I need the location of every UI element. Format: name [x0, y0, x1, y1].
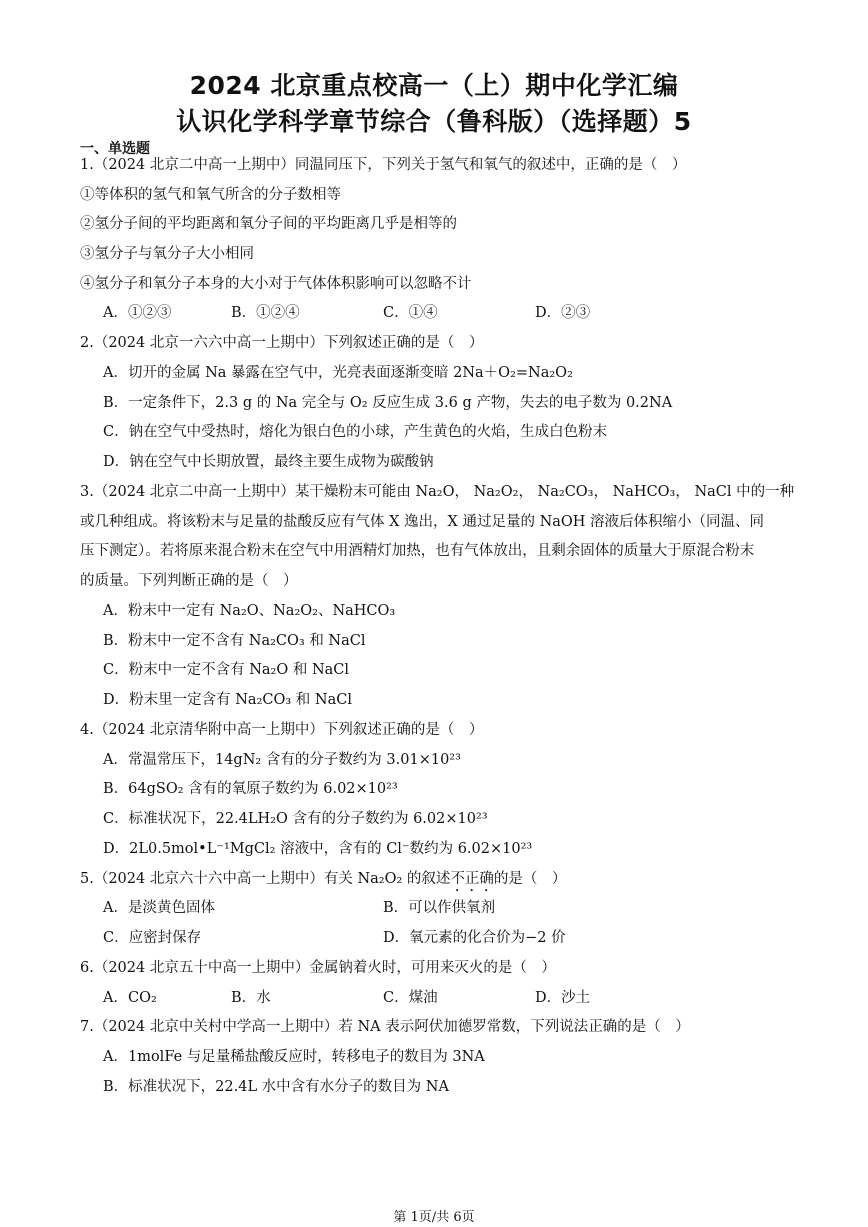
question-5-emphasis: 不正确: [450, 871, 494, 887]
question-3-option-a: A．粉末中一定有 Na₂O、Na₂O₂、NaHCO₃: [103, 603, 396, 619]
question-1-option-a: A．①②③: [103, 305, 172, 321]
question-2-option-a: A．切开的金属 Na 暴露在空气中，光亮表面逐渐变暗 2Na＋O₂=Na₂O₂: [103, 365, 573, 381]
question-3-stem-line: 或几种组成。将该粉末与足量的盐酸反应有气体 X 逸出，X 通过足量的 NaOH 溶液后体积缩小（同温、同: [80, 514, 765, 530]
question-1-option-d: D．②③: [535, 305, 591, 321]
question-5-option-b: B．可以作供氧剂: [383, 900, 496, 916]
document-title-line-1: 2024 北京重点校高一（上）期中化学汇编: [189, 71, 679, 100]
question-3-stem-line: 3.（2024 北京二中高一上期中）某干燥粉末可能由 Na₂O， Na₂O₂， Na₂CO₃， NaHCO₃， NaCl 中的一种: [80, 484, 795, 500]
question-5-stem: [80, 869, 566, 895]
question-1-statement: ④氢分子和氧分子本身的大小对于气体体积影响可以忽略不计: [80, 276, 472, 292]
question-1-statement: ③氢分子与氧分子大小相同: [80, 246, 254, 262]
question-1-option-c: C．①④: [383, 305, 438, 321]
question-3-stem-line: 压下测定）。若将原来混合粉末在空气中用酒精灯加热，也有气体放出，且剩余固体的质量大于原混合粉末: [80, 543, 755, 559]
question-4-option-b: B．64gSO₂ 含有的氧原子数约为 6.02×10²³: [103, 781, 398, 797]
question-5-stem-text: 的是（ ）: [493, 871, 567, 887]
question-7-option-a: A．1molFe 与足量稀盐酸反应时，转移电子的数目为 3NA: [103, 1049, 485, 1065]
question-3-stem-line: 的质量。下列判断正确的是（ ）: [80, 573, 298, 589]
question-1-statement: ①等体积的氢气和氧气所含的分子数相等: [80, 187, 341, 203]
question-2-option-b: B．一定条件下，2.3 g 的 Na 完全与 O₂ 反应生成 3.6 g 产物，失去的电子数为 0.2NA: [103, 395, 673, 411]
question-3-option-c: C．粉末中一定不含有 Na₂O 和 NaCl: [103, 662, 350, 678]
question-5-option-c: C．应密封保存: [103, 930, 202, 946]
question-3-option-b: B．粉末中一定不含有 Na₂CO₃ 和 NaCl: [103, 633, 366, 649]
question-5-stem-text: 5.（2024 北京六十六中高一上期中）有关 Na₂O₂ 的叙述: [80, 871, 451, 887]
question-2-option-c: C．钠在空气中受热时，熔化为银白色的小球，产生黄色的火焰，生成白色粉末: [103, 424, 608, 440]
document-title-line-2: 认识化学科学章节综合（鲁科版）（选择题）5: [176, 107, 692, 136]
question-4-option-d: D．2L0.5mol•L⁻¹MgCl₂ 溶液中，含有的 Cl⁻数约为 6.02×10²³: [103, 841, 533, 857]
question-7-option-b: B．标准状况下，22.4L 水中含有水分子的数目为 NA: [103, 1079, 449, 1095]
section-heading: 一、单选题: [80, 141, 150, 157]
question-6-option-c: C．煤油: [383, 990, 438, 1006]
question-6-option-a: A．CO₂: [103, 990, 157, 1006]
question-4-option-a: A．常温常压下，14gN₂ 含有的分子数约为 3.01×10²³: [103, 752, 461, 768]
question-1-statement: ②氢分子间的平均距离和氧分子间的平均距离几乎是相等的: [80, 216, 457, 232]
question-1-stem: 1.（2024 北京二中高一上期中）同温同压下，下列关于氢气和氧气的叙述中，正确的是（ ）: [80, 157, 687, 173]
question-6-option-d: D．沙土: [535, 990, 591, 1006]
question-3-option-d: D．粉末里一定含有 Na₂CO₃ 和 NaCl: [103, 692, 352, 708]
question-2-option-d: D．钠在空气中长期放置，最终主要生成物为碳酸钠: [103, 454, 434, 470]
question-4-option-c: C．标准状况下，22.4LH₂O 含有的分子数约为 6.02×10²³: [103, 811, 488, 827]
page-number-footer: 第 1页/共 6页: [393, 1210, 475, 1225]
question-5-option-a: A．是淡黄色固体: [103, 900, 215, 916]
question-6-stem: 6.（2024 北京五十中高一上期中）金属钠着火时，可用来灭火的是（ ）: [80, 960, 556, 976]
question-4-stem: 4.（2024 北京清华附中高一上期中）下列叙述正确的是（ ）: [80, 722, 484, 738]
question-7-stem: 7.（2024 北京中关村中学高一上期中）若 NA 表示阿伏加德罗常数，下列说法正确的是（ ）: [80, 1019, 690, 1035]
question-1-option-b: B．①②④: [231, 305, 300, 321]
question-5-option-d: D．氧元素的化合价为−2 价: [383, 930, 566, 946]
question-6-option-b: B．水: [231, 990, 271, 1006]
question-2-stem: 2.（2024 北京一六六中高一上期中）下列叙述正确的是（ ）: [80, 335, 484, 351]
